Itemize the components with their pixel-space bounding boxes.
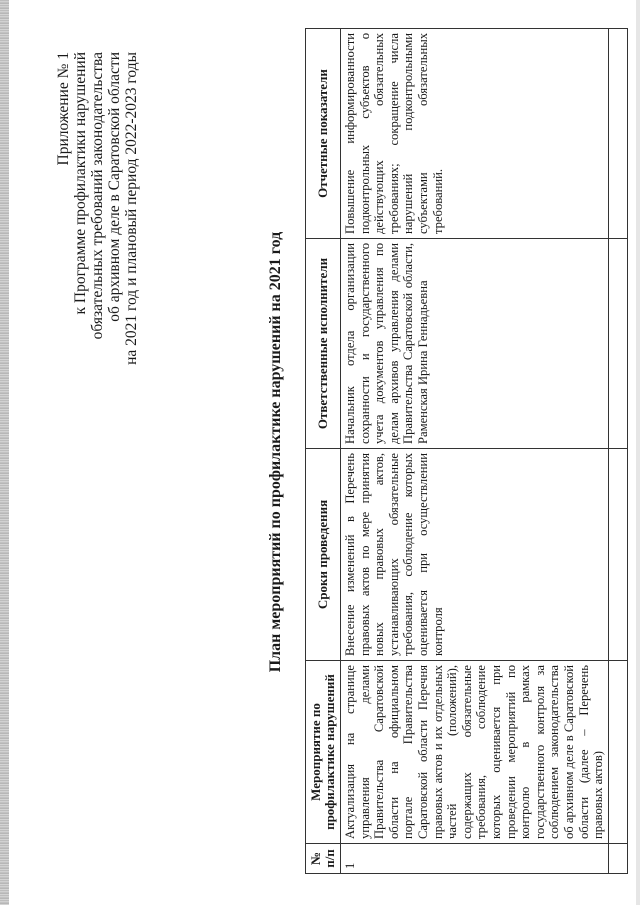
document-title: План мероприятий по профилактике нарушений на 2021 год [267, 231, 284, 673]
cell-num: 1 [341, 844, 609, 874]
cell-measure: Актуализация на странице управления делами Правительства Саратовской области на официальном портале Правительства Саратовской области Перечня правовых актов и их отдельных частей (положений), содержащих обязательные требования, соблюдение которых оценивается при проведении мероприятий по контролю в рамках государственного контроля за соблюдением законодательства об архивном деле в Саратовской области (далее – Перечень правовых актов) [341, 661, 609, 844]
appendix-line: Приложение № 1 [55, 52, 72, 166]
table-filler-row [608, 29, 627, 874]
appendix-header [55, 52, 140, 522]
filler-cell [608, 661, 627, 844]
header-num: № п/п [306, 844, 341, 874]
table-header-row [306, 29, 341, 874]
appendix-line: на 2021 год и плановый период 2022-2023 годы [123, 52, 140, 365]
plan-table [305, 28, 628, 874]
header-executors: Ответственные исполнители [306, 239, 341, 449]
scanner-edge [0, 0, 9, 905]
appendix-line: к Программе профилактики нарушений [72, 52, 89, 315]
document-page [35, 12, 606, 892]
header-indicators: Отчетные показатели [306, 29, 341, 239]
cell-executors: Начальник отдела организации сохранности и государственного учета документов управления по делам архивов управления делами Правительства Саратовской области, Раменская Ирина Геннадьевна [341, 239, 609, 449]
cell-deadline: Внесение изменений в Перечень правовых актов по мере принятия новых правовых актов, устанавливающих обязательные требования, соблюдение которых оценивается при осуществлении контроля [341, 449, 609, 661]
header-deadline: Сроки проведения [306, 449, 341, 661]
appendix-line: обязательных требований законодательства [89, 52, 106, 340]
filler-cell [608, 29, 627, 239]
filler-cell [608, 449, 627, 661]
appendix-line: об архивном деле в Саратовской области [106, 52, 123, 322]
table-row [341, 29, 609, 874]
scanner-edge-right [636, 0, 640, 905]
header-measure: Мероприятие по профилактике нарушений [306, 661, 341, 844]
filler-cell [608, 239, 627, 449]
cell-indicators: Повышение информированности подконтрольных субъектов о действующих обязательных требованиях; сокращение числа нарушений подконтрольными субъектами обязательных требований. [341, 29, 609, 239]
filler-cell [608, 844, 627, 874]
